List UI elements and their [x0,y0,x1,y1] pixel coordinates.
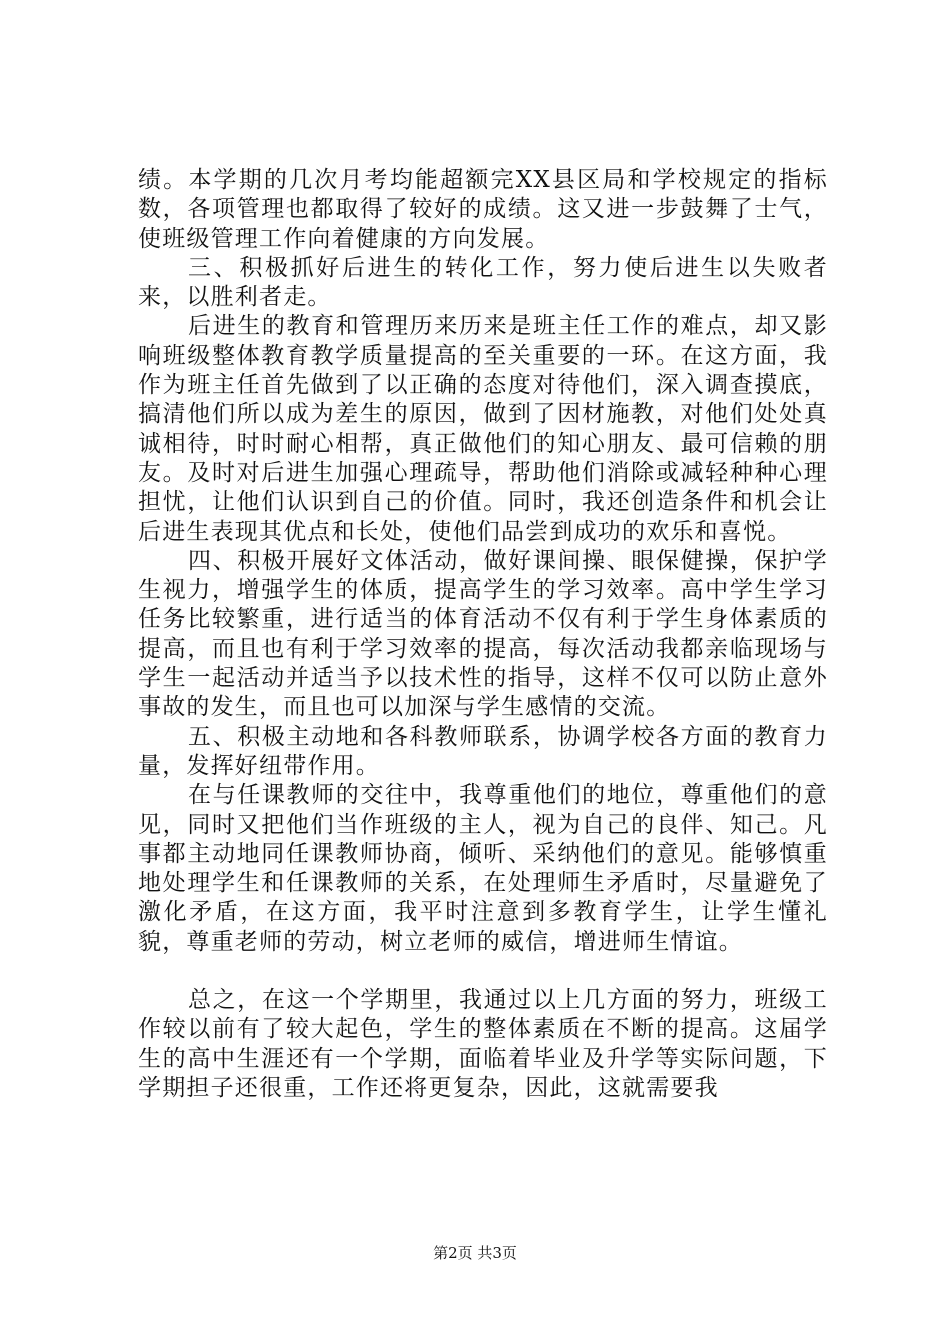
paragraph-6: 在与任课教师的交往中，我尊重他们的地位，尊重他们的意见，同时又把他们当作班级的主人，视为自己的良伴、知己。凡事都主动地同任课教师协商，倾听、采纳他们的意见。能够慎重地处理学生和任课教师的关系，在处理师生矛盾时，尽量避免了激化矛盾，在这方面，我平时注意到多教育学生，让学生懂礼貌，尊重老师的劳动，树立老师的威信，增进师生情谊。 [138,782,828,955]
paragraph-1: 绩。本学期的几次月考均能超额完XX县区局和学校规定的指标数，各项管理也都取得了较好的成绩。这又进一步鼓舞了士气，使班级管理工作向着健康的方向发展。 [138,167,828,252]
paragraph-3: 后进生的教育和管理历来历来是班主任工作的难点，却又影响班级整体教育教学质量提高的至关重要的一环。在这方面，我作为班主任首先做到了以正确的态度对待他们，深入调查摸底，搞清他们所以成为差生的原因，做到了因材施教，对他们处处真诚相待，时时耐心相帮，真正做他们的知心朋友、最可信赖的朋友。及时对后进生加强心理疏导，帮助他们消除或减轻种种心理担忧，让他们认识到自己的价值。同时，我还创造条件和机会让后进生表现其优点和长处，使他们品尝到成功的欢乐和喜悦。 [138,313,828,545]
page-number-footer: 第2页 共3页 [433,1244,517,1262]
paragraph-4-heading: 四、积极开展好文体活动，做好课间操、眼保健操，保护学生视力，增强学生的体质，提高学生的学习效率。高中学生学习任务比较繁重，进行适当的体育活动不仅有利于学生身体素质的提高，而且也有利于学习效率的提高，每次活动我都亲临现场与学生一起活动并适当予以技术性的指导，这样不仅可以防止意外事故的发生，而且也可以加深与学生感情的交流。 [138,547,828,721]
paragraph-7-summary: 总之，在这一个学期里，我通过以上几方面的努力，班级工作较以前有了较大起色，学生的整体素质在不断的提高。这届学生的高中生涯还有一个学期，面临着毕业及升学等实际问题，下学期担子还很重，工作还将更复杂，因此，这就需要我 [138,987,828,1101]
paragraph-5-heading: 五、积极主动地和各科教师联系，协调学校各方面的教育力量，发挥好纽带作用。 [138,723,828,779]
paragraph-2-heading: 三、积极抓好后进生的转化工作，努力使后进生以失败者来，以胜利者走。 [138,254,828,311]
document-body [138,166,828,1103]
